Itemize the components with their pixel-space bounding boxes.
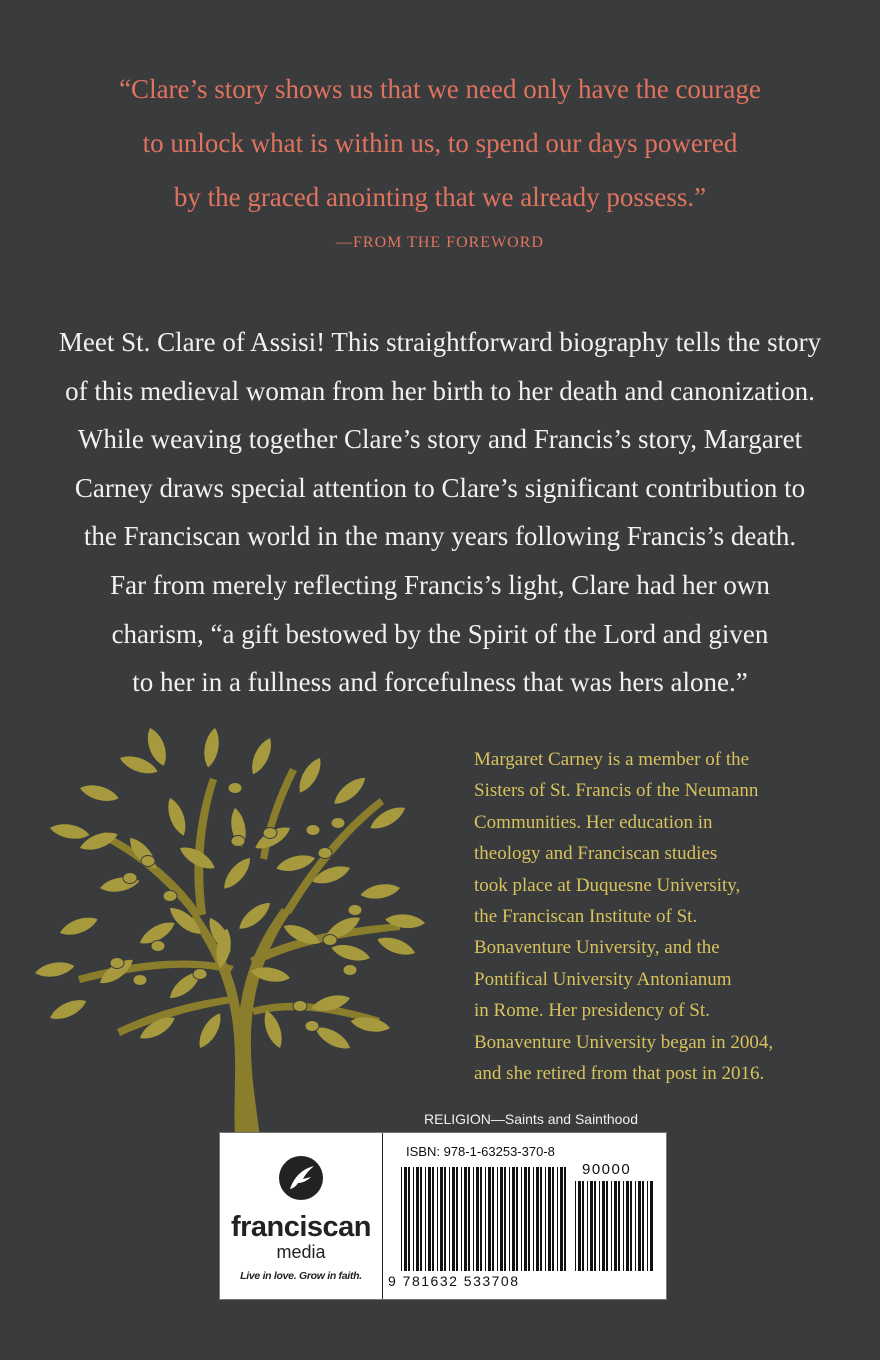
book-description [30,318,850,707]
bio-line: Bonaventure University, and the [474,937,720,959]
description-line: Meet St. Clare of Assisi! This straightforward biography tells the story [58,327,822,357]
barcode-bar [473,1167,474,1271]
barcode-bar [480,1167,482,1271]
franciscan-media-logo-icon [278,1155,324,1201]
barcode-bar [578,1181,581,1271]
barcode-bar [413,1167,414,1271]
barcode-bar [642,1181,644,1271]
description-line: of this medieval woman from her birth to her death and canonization. [65,375,815,406]
bio-line: Pontifical University Antonianum [474,968,732,990]
author-bio [474,744,874,1089]
bio-line: Bonaventure University began in 2004, [474,1031,774,1053]
barcode-bar [587,1181,588,1271]
barcode-bar [428,1167,431,1271]
barcode-bar [461,1167,462,1271]
barcode-bar [497,1167,498,1271]
barcode-bar [516,1167,518,1271]
barcode-bar [404,1167,407,1271]
price-barcode [575,1181,655,1271]
barcode-bar [425,1167,426,1271]
description-line: charism, “a gift bestowed by the Spirit of the Lord and given [111,618,769,649]
barcode-bar [623,1181,624,1271]
barcode-bar [440,1167,443,1271]
barcode-bar [449,1167,450,1271]
barcode-bar [618,1181,620,1271]
barcode-bar [533,1167,534,1271]
barcode-bar [602,1181,605,1271]
barcode-bar [545,1167,546,1271]
barcode-bar [464,1167,467,1271]
bio-line: theology and Franciscan studies [474,843,718,865]
description-line: Far from merely reflecting Francis’s light, Clare had her own [110,569,770,600]
barcode-bar [606,1181,608,1271]
barcode-bar [521,1167,522,1271]
barcode-bar [557,1167,558,1271]
barcode-bar [540,1167,542,1271]
barcode-bar [504,1167,506,1271]
barcode-bar [401,1167,402,1271]
barcode-bar [560,1167,563,1271]
description-line: the Franciscan world in the many years following Francis’s death. [83,521,797,552]
barcode-bar [408,1167,410,1271]
bio-line: Sisters of St. Francis of the Neumann [474,780,759,802]
quote-line: to unlock what is within us, to spend our days powered [142,128,738,158]
barcode-bar [650,1181,653,1271]
barcode-bar [485,1167,486,1271]
description-line: While weaving together Clare’s story and Francis’s story, Margaret [77,424,803,455]
barcode-bar [590,1181,593,1271]
barcode-bar [452,1167,455,1271]
barcode-bar [635,1181,636,1271]
barcode-bar [647,1181,648,1271]
barcode-bar [512,1167,515,1271]
bio-line: Margaret Carney is a member of the [474,749,750,770]
barcode-bar [488,1167,491,1271]
bio-line: in Rome. Her presidency of St. [474,1000,710,1022]
barcode-bar [582,1181,584,1271]
olive-tree-illustration [20,718,470,1138]
barcode-bar [432,1167,434,1271]
barcode-bar [638,1181,641,1271]
barcode-bar [564,1167,566,1271]
description-line: to her in a fullness and forcefulness that was hers alone.” [132,667,748,698]
barcode-bar [500,1167,503,1271]
isbn-barcode [401,1167,567,1271]
barcode-bar [548,1167,551,1271]
barcode-bar [524,1167,527,1271]
category-label: RELIGION—Saints and Sainthood [424,1111,639,1127]
barcode-bar [599,1181,600,1271]
publisher-tagline: Live in love. Grow in faith. [240,1270,362,1282]
barcode-panel [219,1132,667,1300]
bio-line: the Franciscan Institute of St. [474,906,698,928]
barcode-bar [630,1181,632,1271]
barcode-bar [456,1167,458,1271]
barcode-bar [552,1167,554,1271]
barcode-bar [492,1167,494,1271]
quote-line: by the graced anointing that we already possess.” [173,182,707,212]
bio-line: Communities. Her education in [474,811,713,833]
barcode-bar [416,1167,419,1271]
quote-attribution: —FROM THE FOREWORD [336,234,544,251]
barcode-bar [614,1181,617,1271]
bio-line: took place at Duquesne University, [474,874,741,896]
barcode-bar [444,1167,446,1271]
publisher-name: franciscan [230,1211,372,1243]
barcode-bar [437,1167,438,1271]
price-code: 90000 [582,1161,632,1178]
bio-line: and she retired from that post in 2016. [474,1063,765,1085]
barcode-bar [536,1167,539,1271]
quote-line: “Clare’s story shows us that we need only have the courage [119,74,761,104]
barcode-bar [594,1181,596,1271]
description-line: Carney draws special attention to Clare’s significant contribution to [74,472,806,503]
barcode-bar [575,1181,576,1271]
barcode-bar [626,1181,629,1271]
barcode-bar [476,1167,479,1271]
publisher-logo [220,1133,383,1299]
barcode-bar [509,1167,510,1271]
barcode-bar [528,1167,530,1271]
barcode-bar [420,1167,422,1271]
barcode-bar [468,1167,470,1271]
barcode-bar [611,1181,612,1271]
barcode-digits: 9 781632 533708 [388,1273,520,1289]
publisher-name-line2: media [276,1242,326,1262]
isbn-text: ISBN: 978-1-63253-370-8 [406,1144,555,1159]
pull-quote [60,62,820,224]
